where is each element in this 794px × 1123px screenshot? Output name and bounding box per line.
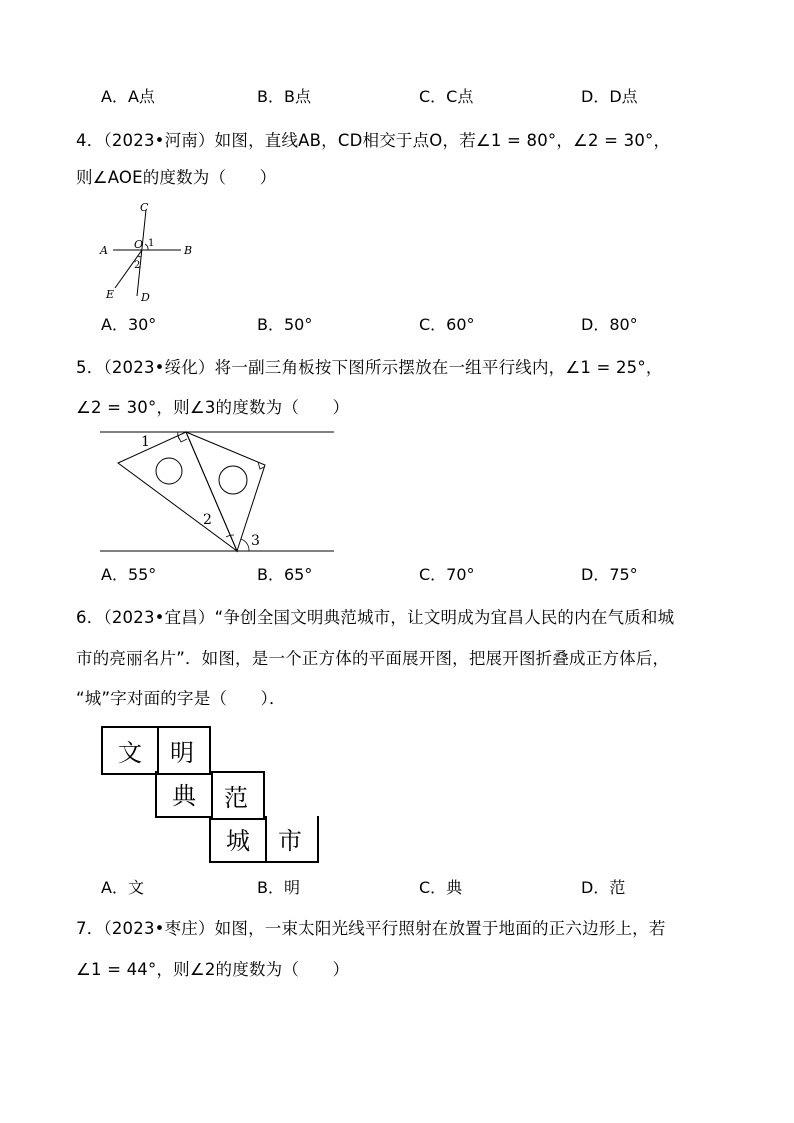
q4-option-c: C．60°: [419, 315, 475, 334]
q5-label-angle2: 2: [203, 512, 212, 528]
net-cell-ming: 明: [155, 726, 211, 775]
q4-label-angle2: 2: [134, 260, 141, 271]
q4-label-b: B: [184, 244, 193, 257]
q6-cube-net: [101, 726, 319, 862]
q5-hole-right: [219, 466, 247, 494]
q5-figure: [98, 425, 338, 555]
q5-option-d: D．75°: [581, 565, 638, 584]
q3-option-d: D．D点: [581, 87, 638, 106]
q5-hole-left: [156, 458, 182, 484]
q6-option-b: B．明: [257, 878, 300, 897]
q3-option-b: B．B点: [257, 87, 311, 106]
q6-stem-line3: “城”字对面的字是（ ）．: [76, 689, 286, 708]
q5-triangle-left: [118, 432, 237, 551]
q4-figure: [96, 200, 206, 305]
q6-stem-line2: 市的亮丽名片”．如图，是一个正方体的平面展开图，把展开图折叠成正方体后，: [76, 649, 670, 668]
q4-label-c: C: [140, 201, 149, 214]
net-cell-shi: 市: [263, 816, 319, 863]
q4-line-cd: [137, 210, 146, 296]
q3-option-c: C．C点: [419, 87, 474, 106]
q5-angle3-arc: [241, 539, 249, 551]
q5-label-angle3: 3: [251, 533, 260, 549]
q5-stem-line1: 5．（2023•绥化）将一副三角板按下图所示摆放在一组平行线内，∠1 = 25°，: [76, 358, 663, 377]
q5-stem-line2: ∠2 = 30°，则∠3的度数为（ ）: [76, 398, 350, 417]
q5-angle2-arc: [226, 535, 234, 537]
q4-label-e: E: [106, 288, 115, 301]
q4-stem-line1: 4．（2023•河南）如图，直线AB，CD相交于点O，若∠1 = 80°，∠2 = 30°，: [76, 131, 671, 150]
net-cell-cheng: 城: [209, 816, 267, 863]
q4-label-o: O: [134, 238, 144, 251]
q4-label-a: A: [100, 244, 108, 257]
q3-option-a: A．A点: [101, 87, 155, 106]
q5-option-b: B．65°: [257, 565, 313, 584]
q5-option-a: A．55°: [101, 565, 157, 584]
q6-option-c: C．典: [419, 878, 463, 897]
q6-stem-line1: 6．（2023•宜昌）“争创全国文明典范城市，让文明成为宜昌人民的内在气质和城: [76, 608, 675, 627]
q6-option-d: D．范: [581, 878, 626, 897]
q5-option-c: C．70°: [419, 565, 475, 584]
q7-stem-line1: 7．（2023•枣庄）如图，一束太阳光线平行照射在放置于地面的正六边形上，若: [76, 919, 666, 938]
q5-label-angle1: 1: [141, 434, 150, 450]
q4-option-b: B．50°: [257, 315, 313, 334]
q4-label-d: D: [141, 291, 150, 304]
q4-option-d: D．80°: [581, 315, 638, 334]
net-cell-dian: 典: [155, 771, 213, 818]
q4-angle2-arc: [138, 256, 141, 257]
q6-option-a: A．文: [101, 878, 144, 897]
q4-stem-line2: 则∠AOE的度数为（ ）: [76, 168, 277, 187]
q4-label-angle1: 1: [148, 238, 155, 249]
q4-option-a: A．30°: [101, 315, 157, 334]
net-cell-wen: 文: [101, 726, 159, 775]
q7-stem-line2: ∠1 = 44°，则∠2的度数为（ ）: [76, 960, 350, 979]
net-cell-fan: 范: [209, 771, 265, 820]
